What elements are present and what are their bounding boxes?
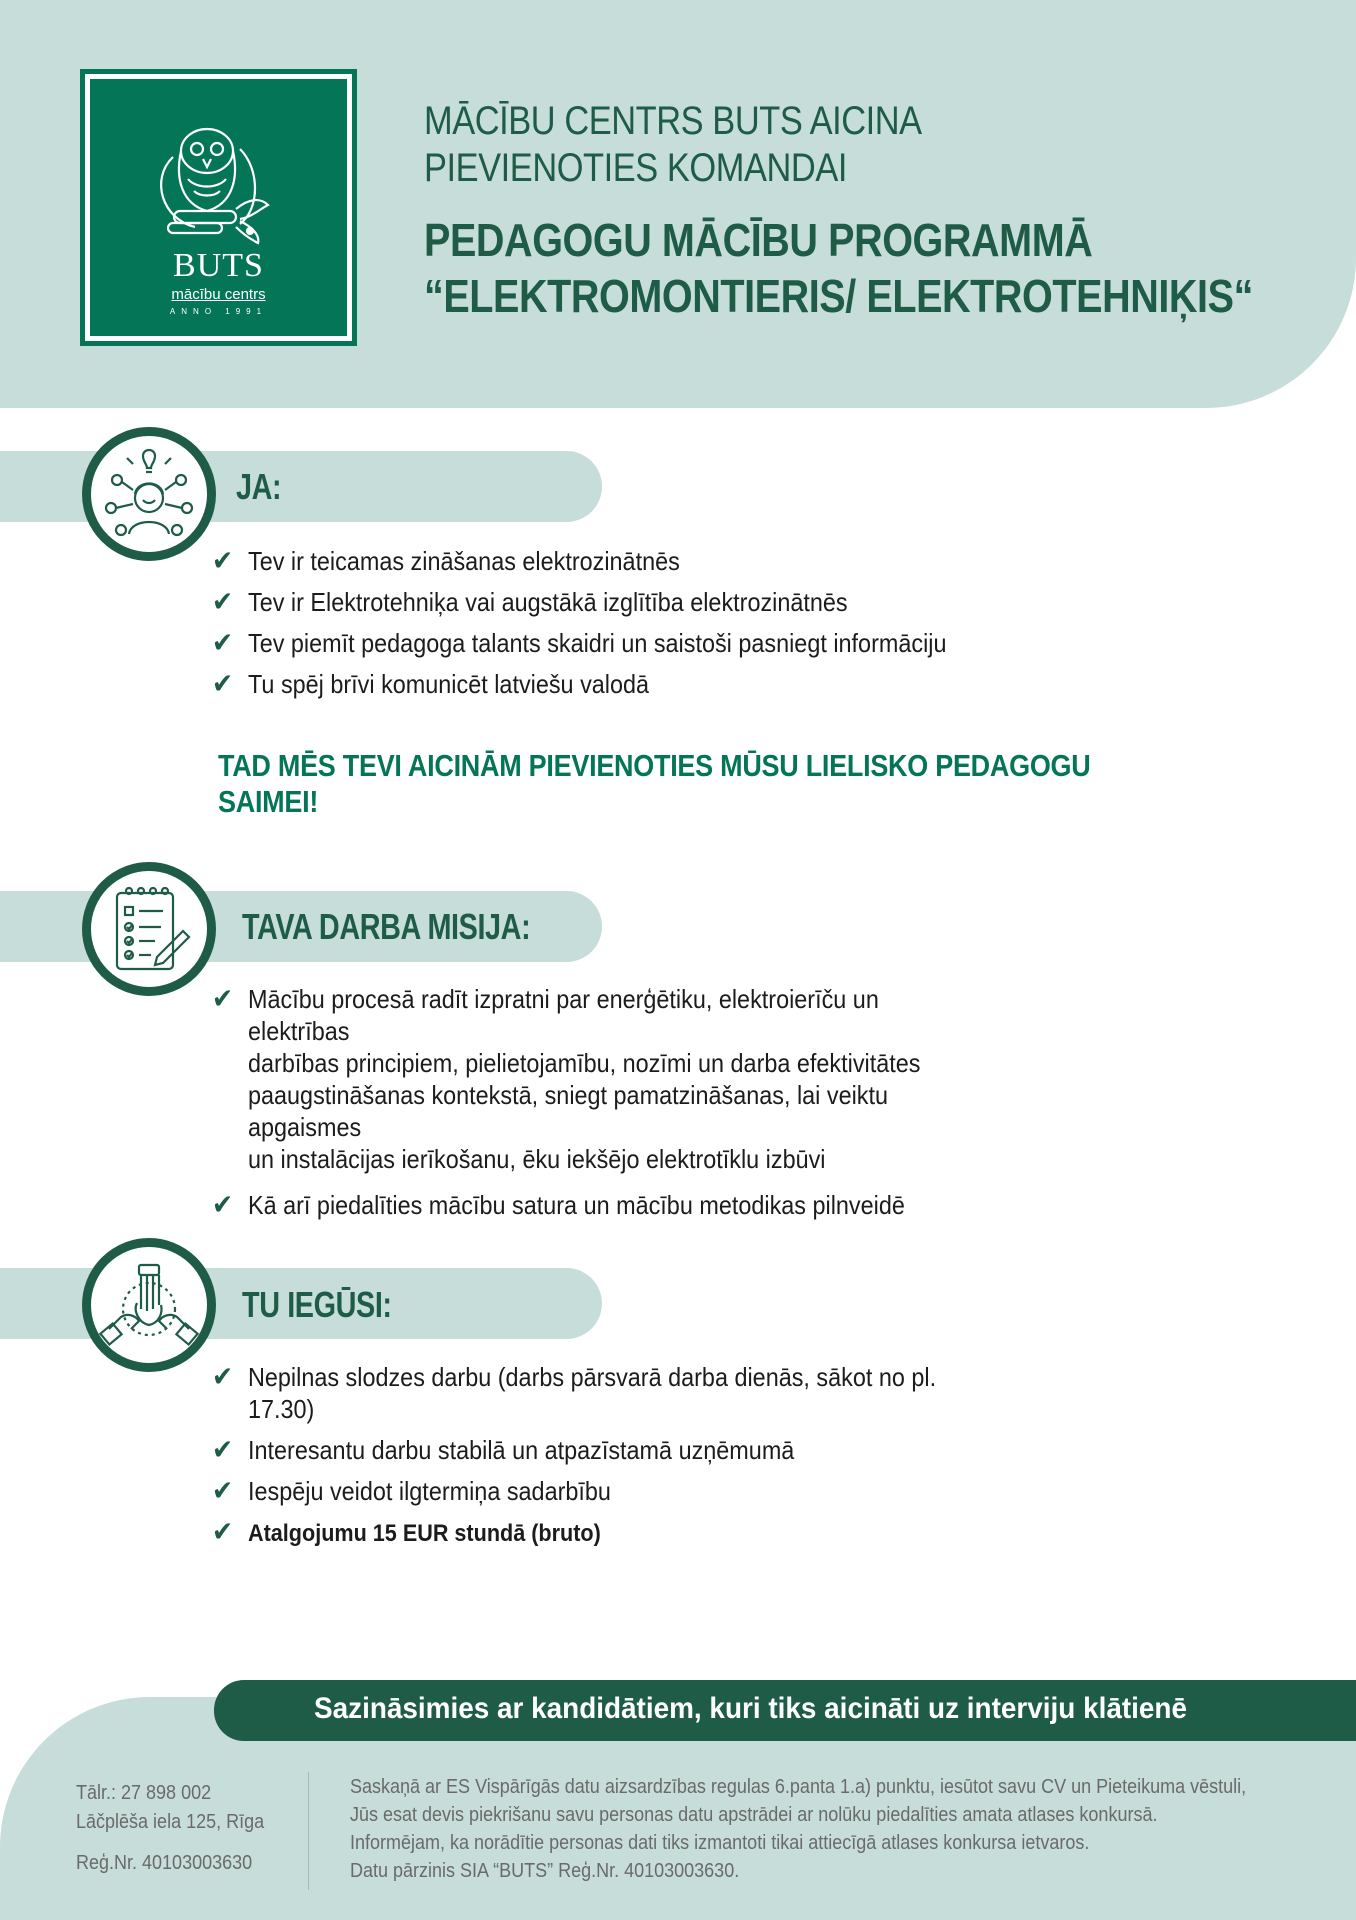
checkmark-icon: ✔ bbox=[212, 544, 234, 577]
call-to-action: TAD MĒS TEVI AICINĀM PIEVIENOTIES MŪSU LIELISKO PEDAGOGU SAIMEI! bbox=[218, 748, 1091, 819]
footer-banner-text: Sazināsimies ar kandidātiem, kuri tiks aicināti uz interviju klātienē bbox=[314, 1692, 1187, 1725]
footer-address: Lāčplēša iela 125, Rīga bbox=[76, 1811, 265, 1833]
logo-since: ANNO 1991 bbox=[169, 307, 268, 316]
checkmark-icon: ✔ bbox=[212, 982, 234, 1015]
list-item: ✔ Mācību procesā radīt izpratni par enerģētiku, elektroierīču un elektrības darbības principiem, pielietojamību, nozīmi un darba efektivitātes paaugstināšanas kontekstā, sniegt pamatzināšanas, lai veiktu apgaismes un instalācijas ierīkošanu, ēku iekšējo elektrotīklu izbūvi bbox=[212, 982, 921, 1174]
section-badge-iegusi bbox=[82, 1238, 216, 1372]
footer-phone: Tālr.: 27 898 002 bbox=[76, 1782, 212, 1804]
header-intro-line2: PIEVIENOTIES KOMANDAI bbox=[424, 146, 847, 190]
checklist-icon bbox=[91, 871, 207, 987]
list-item: ✔ Kā arī piedalīties mācību satura un mācību metodikas pilnveidē bbox=[212, 1188, 905, 1221]
program-title-line2: “ELEKTROMONTIERIS/ ELEKTROTEHNIĶIS“ bbox=[424, 270, 1253, 322]
header-intro-line1: MĀCĪBU CENTRS BUTS AICINA bbox=[424, 99, 922, 143]
mission-list bbox=[212, 983, 1052, 1221]
benefits-list bbox=[212, 1361, 1052, 1550]
checkmark-icon: ✔ bbox=[212, 1360, 234, 1393]
section-badge-misija bbox=[82, 862, 216, 996]
requirements-list bbox=[212, 545, 1052, 700]
person-idea-icon bbox=[91, 436, 207, 552]
checkmark-icon: ✔ bbox=[212, 1188, 234, 1221]
list-item: ✔ Tev ir Elektrotehniķa vai augstākā izglītība elektrozinātnēs bbox=[212, 585, 848, 618]
checkmark-icon: ✔ bbox=[212, 1515, 234, 1548]
list-item: ✔ Interesantu darbu stabilā un atpazīstamā uzņēmumā bbox=[212, 1433, 795, 1466]
checkmark-icon: ✔ bbox=[212, 585, 234, 618]
logo-name: BUTS bbox=[173, 247, 264, 284]
footer-reg: Reģ.Nr. 40103003630 bbox=[76, 1852, 253, 1874]
checkmark-icon: ✔ bbox=[212, 626, 234, 659]
list-item: ✔ Tev piemīt pedagoga talants skaidri un saistoši pasniegt informāciju bbox=[212, 626, 947, 659]
footer-divider bbox=[308, 1772, 309, 1890]
list-item: ✔ Tev ir teicamas zināšanas elektrozinātnēs bbox=[212, 544, 680, 577]
footer-legal-notice: Saskaņā ar ES Vispārīgās datu aizsardzības regulas 6.panta 1.a) punktu, iesūtot savu CV un Pieteikuma vēstuli, Jūs esat devis piekrišanu savu personas datu apstrādei ar nolūku piedalīties amata atlases konkursā. Informējam, ka norādītie personas dati tiks izmantoti tikai attiecīgā atlases konkursa ietvaros. Datu pārzinis SIA “BUTS” Reģ.Nr. 40103003630. bbox=[350, 1776, 1247, 1882]
program-title bbox=[424, 212, 1353, 324]
handshake-icon bbox=[91, 1247, 207, 1363]
section-title-iegusi: TU IEGŪSI: bbox=[242, 1284, 392, 1325]
section-title-ja: JA: bbox=[236, 466, 282, 507]
buts-logo bbox=[85, 74, 352, 341]
list-item: ✔ Nepilnas slodzes darbu (darbs pārsvarā darba dienās, sākot no pl. 17.30) bbox=[212, 1360, 937, 1424]
list-item: ✔ Atalgojumu 15 EUR stundā (bruto) bbox=[212, 1515, 601, 1548]
footer-banner bbox=[214, 1680, 1356, 1741]
section-title-misija: TAVA DARBA MISIJA: bbox=[242, 906, 531, 947]
checkmark-icon: ✔ bbox=[212, 667, 234, 700]
checkmark-icon: ✔ bbox=[212, 1474, 234, 1507]
checkmark-icon: ✔ bbox=[212, 1433, 234, 1466]
section-badge-ja bbox=[82, 427, 216, 561]
logo-subtitle: mācību centrs bbox=[171, 286, 266, 303]
list-item: ✔ Iespēju veidot ilgtermiņa sadarbību bbox=[212, 1474, 611, 1507]
list-item: ✔ Tu spēj brīvi komunicēt latviešu valodā bbox=[212, 667, 650, 700]
program-title-line1: PEDAGOGU MĀCĪBU PROGRAMMĀ bbox=[424, 214, 1093, 266]
header-intro bbox=[424, 98, 1181, 192]
